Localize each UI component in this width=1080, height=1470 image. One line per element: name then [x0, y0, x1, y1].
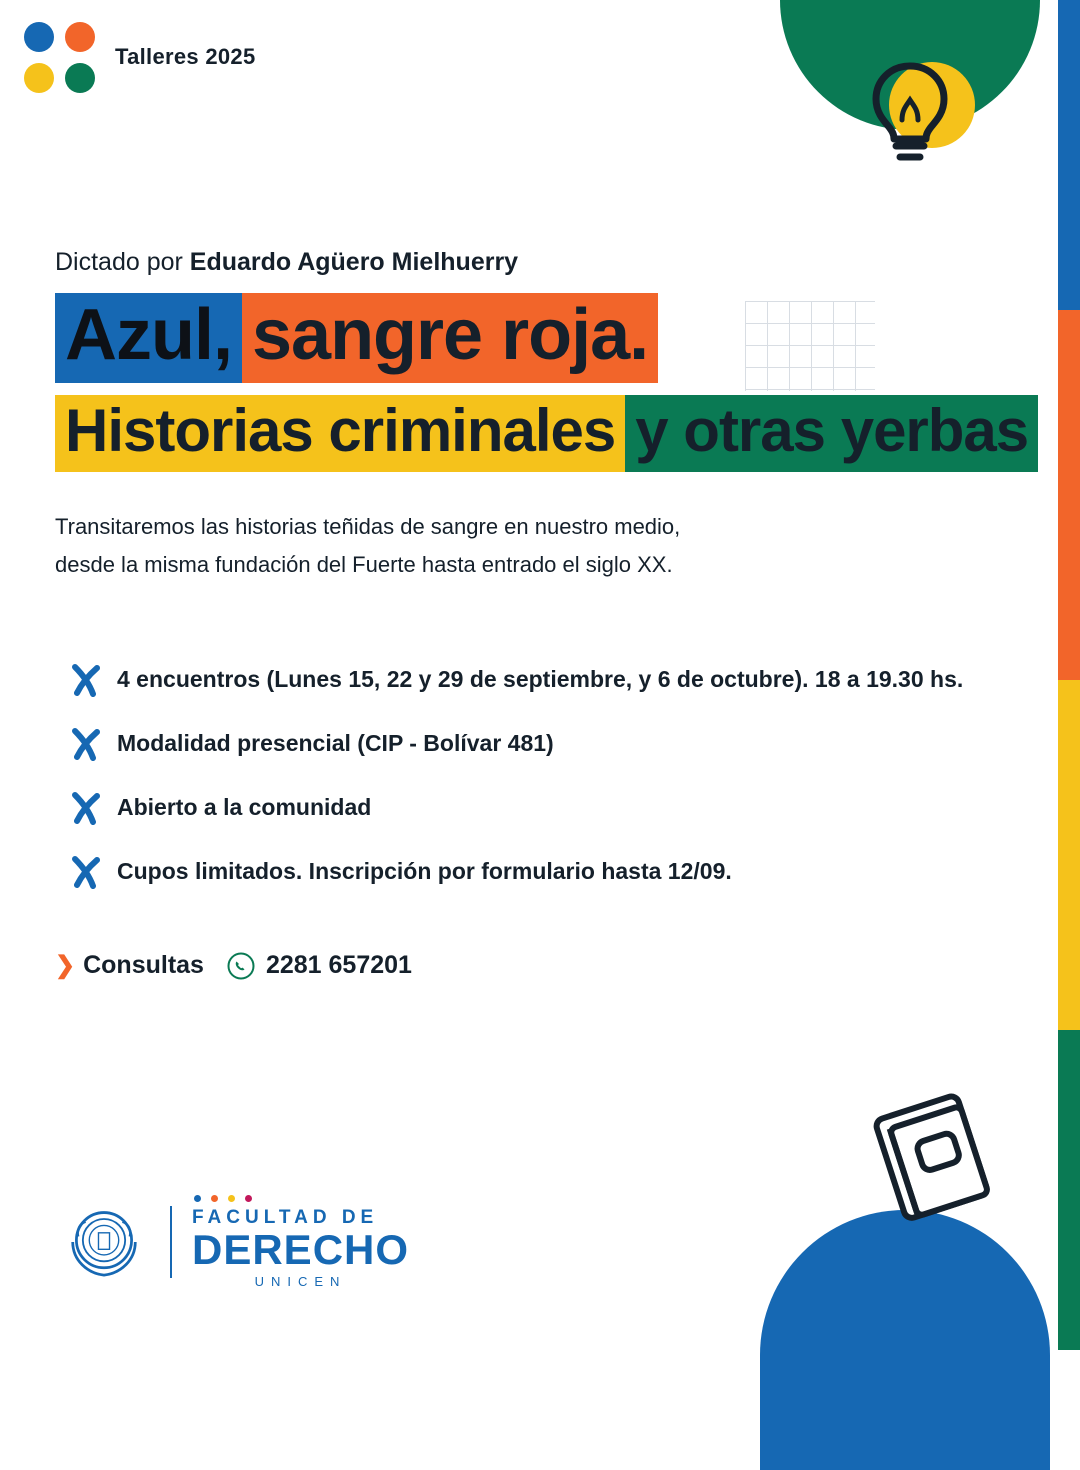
- main-content: [55, 248, 1029, 981]
- logo-dot-green: [65, 63, 95, 93]
- description-line-1: Transitaremos las historias teñidas de sangre en nuestro medio,: [55, 513, 681, 539]
- right-color-rail: [1058, 0, 1080, 1350]
- title-line-1: [55, 293, 658, 383]
- title-part-azul: Azul,: [55, 293, 242, 383]
- rail-segment-orange: [1058, 310, 1080, 680]
- faculty-small-text: FACULTAD DE: [192, 1207, 379, 1228]
- faculty-dot-1: [194, 1195, 201, 1202]
- list-item: [55, 727, 995, 761]
- footer-logo: [58, 1195, 409, 1288]
- title-line-2: [55, 395, 1038, 472]
- title-block: [55, 293, 1029, 472]
- list-item-label: 4 encuentros (Lunes 15, 22 y 29 de septiembre, y 6 de octubre). 18 a 19.30 hs.: [117, 666, 964, 693]
- contact-phone[interactable]: 2281 657201: [265, 951, 412, 980]
- faculty-dot-2: [211, 1195, 218, 1202]
- logo-dot-orange: [65, 22, 95, 52]
- faculty-wordmark: [192, 1195, 409, 1288]
- details-list: [55, 663, 995, 889]
- faculty-dots: [194, 1195, 409, 1202]
- title-part-otras-yerbas: y otras yerbas: [625, 395, 1038, 472]
- presenter-name: Eduardo Agüero Mielhuerry: [189, 248, 519, 276]
- presenter-line: [55, 248, 995, 277]
- presenter-prefix: Dictado por: [55, 248, 190, 276]
- rail-segment-green: [1058, 1030, 1080, 1350]
- contact-label: Consultas: [83, 951, 204, 980]
- chevron-right-icon: ❯: [55, 951, 76, 979]
- description-line-2: desde la misma fundación del Fuerte hasta entrado el siglo XX.: [55, 552, 673, 578]
- list-item: [55, 791, 995, 825]
- logo-dot-yellow: [24, 63, 54, 93]
- blue-blob-decoration: [760, 1210, 1050, 1470]
- list-item-label: Modalidad presencial (CIP - Bolívar 481): [117, 730, 554, 757]
- brand-dots-logo: [24, 22, 96, 94]
- rail-segment-blue: [1058, 0, 1080, 310]
- logo-divider: [170, 1206, 172, 1278]
- list-item: [55, 663, 995, 697]
- whatsapp-icon[interactable]: [226, 951, 256, 981]
- brand-title: Talleres 2025: [115, 44, 256, 69]
- rail-segment-yellow: [1058, 680, 1080, 1030]
- list-item-label: Abierto a la comunidad: [117, 794, 372, 821]
- lightbulb-icon: [860, 58, 960, 168]
- faculty-big-text: DERECHO: [192, 1226, 410, 1273]
- university-seal-icon: [58, 1196, 150, 1288]
- faculty-dot-4: [245, 1195, 252, 1202]
- x-mark-icon: [55, 727, 117, 761]
- contact-row: [55, 951, 995, 981]
- x-mark-icon: [55, 791, 117, 825]
- title-part-sangre-roja: sangre roja.: [242, 293, 658, 383]
- university-text: UNICEN: [254, 1274, 347, 1289]
- logo-dot-blue: [24, 22, 54, 52]
- description: [55, 508, 995, 585]
- list-item-label: Cupos limitados. Inscripción por formulario hasta 12/09.: [117, 858, 732, 885]
- book-icon: [860, 1080, 1010, 1230]
- x-mark-icon: [55, 855, 117, 889]
- title-part-historias-criminales: Historias criminales: [55, 395, 625, 472]
- x-mark-icon: [55, 663, 117, 697]
- grid-decoration: [745, 301, 875, 391]
- list-item: [55, 855, 995, 889]
- faculty-dot-3: [228, 1195, 235, 1202]
